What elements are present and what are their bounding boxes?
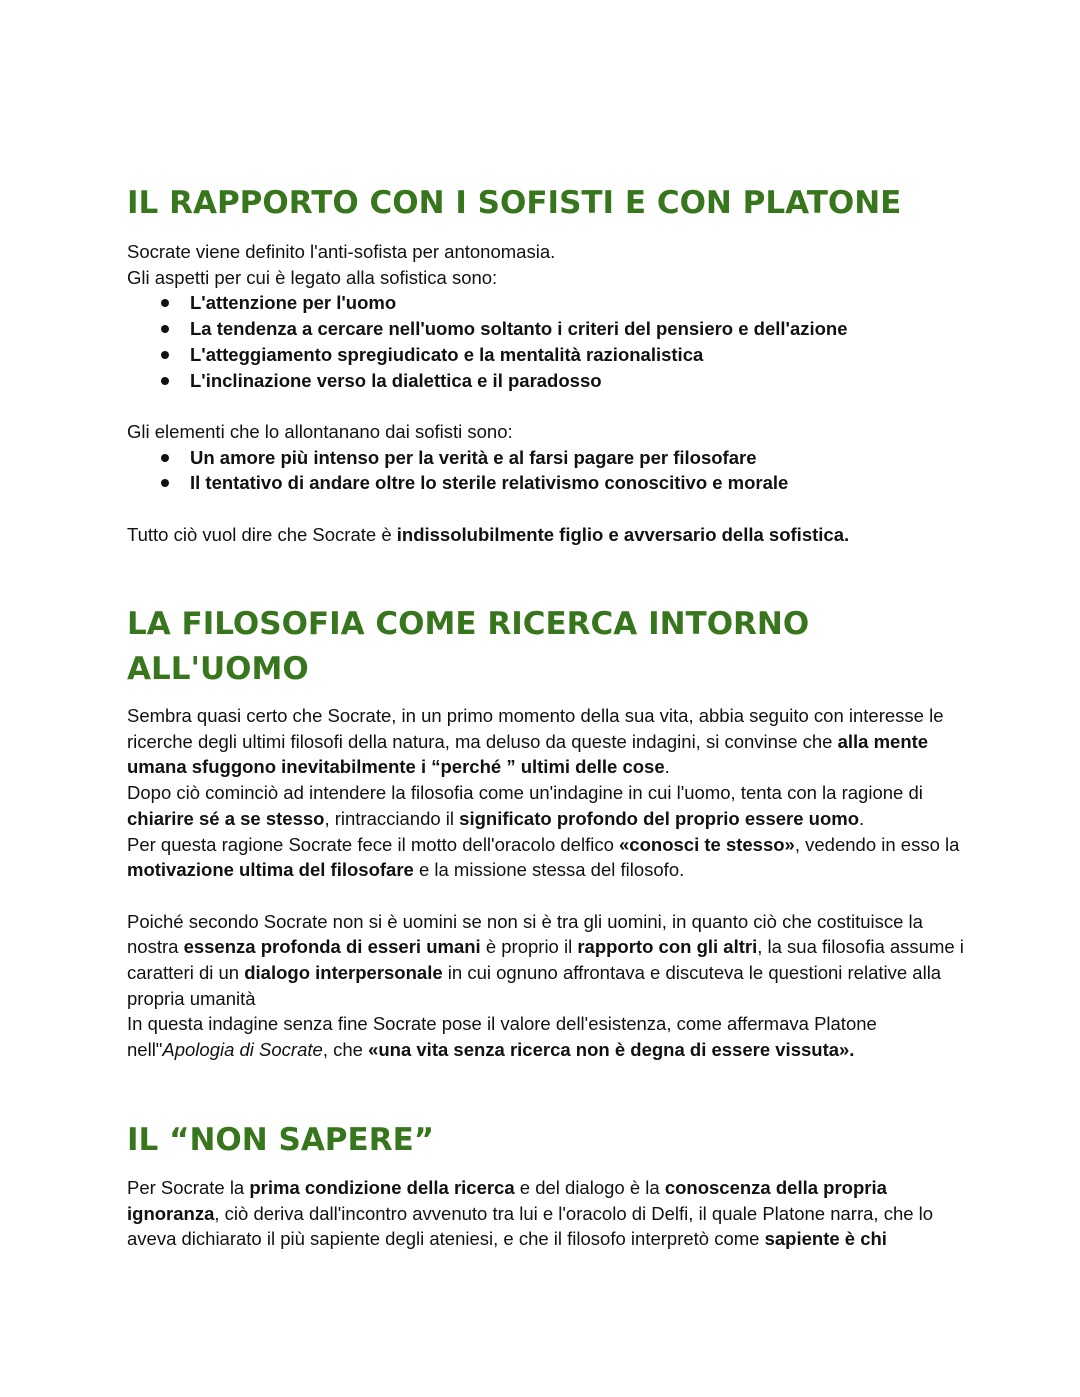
bold-text: dialogo interpersonale [244, 962, 443, 984]
text-run: , la sua filosofia assume i caratteri di un [127, 936, 964, 984]
bold-text: rapporto con gli altri [577, 936, 758, 958]
text-run: . [664, 756, 670, 778]
bullet-list-differences [127, 445, 967, 496]
list-item: Un amore più intenso per la verità e al farsi pagare per filosofare [127, 445, 967, 471]
paragraph [127, 1175, 967, 1252]
text-run: Tutto ciò vuol dire che Socrate è [127, 523, 397, 545]
bold-text: conoscenza della propria ignoranza [127, 1177, 887, 1224]
section-title-non-sapere: IL “NON SAPERE” [127, 1122, 435, 1158]
list-item: L'inclinazione verso la dialettica e il paradosso [127, 368, 967, 394]
bold-text: «conosci te stesso» [619, 833, 795, 855]
text-run: Per questa ragione Socrate fece il motto dell'oracolo delfico [127, 833, 620, 855]
list-item: Il tentativo di andare oltre lo sterile relativismo conoscitivo e morale [127, 470, 967, 496]
bold-text: motivazione ultima del filosofare [127, 859, 414, 881]
paragraph: Socrate viene definito l'anti-sofista per antonomasia. [127, 241, 556, 262]
section-body-filosofia [127, 703, 967, 1063]
bold-text: «una vita senza ricerca non è degna di essere vissuta». [368, 1039, 855, 1061]
text-run: In questa indagine senza fine Socrate pose il valore dell'esistenza, come affermava Platone nell" [127, 1013, 877, 1061]
list-item: L'attenzione per l'uomo [127, 290, 967, 316]
paragraph: Gli aspetti per cui è legato alla sofistica sono: [127, 266, 498, 288]
title-line: LA FILOSOFIA COME RICERCA INTORNO [127, 606, 810, 642]
text-run: , rintracciando il [324, 807, 460, 829]
bold-text: chiarire sé a se stesso [127, 807, 325, 829]
paragraph [127, 703, 967, 780]
paragraph: Gli elementi che lo allontanano dai sofisti sono: [127, 420, 513, 442]
paragraph [127, 909, 967, 1012]
italic-text: Apologia di Socrate [162, 1039, 323, 1061]
paragraph [127, 780, 967, 831]
text-run: , che [322, 1039, 369, 1061]
list-item: L'atteggiamento spregiudicato e la mentalità razionalistica [127, 342, 967, 368]
text-run: e la missione stessa del filosofo. [413, 859, 685, 881]
bold-text: sapiente è chi [764, 1228, 887, 1250]
bold-text: prima condizione della ricerca [249, 1177, 515, 1198]
text-run: è proprio il [480, 936, 578, 958]
bold-text: essenza profonda di esseri umani [183, 936, 481, 958]
text-run: Poiché secondo Socrate non si è uomini se non si è tra gli uomini, in quanto ciò che costituisce la nostra [127, 910, 923, 958]
bullet-list-affinities [127, 290, 967, 393]
text-run: Dopo ciò cominciò ad intendere la filosofia come un'indagine in cui l'uomo, tenta con la ragione di [127, 782, 923, 804]
text-run: e del dialogo è la [514, 1177, 665, 1198]
text-run: Sembra quasi certo che Socrate, in un primo momento della sua vita, abbia seguito con interesse le ricerche degli ultimi filosofi della natura, ma deluso da queste indagini, si convinse che [127, 705, 944, 752]
bold-text: alla mente umana sfuggono inevitabilmente i “perché ” ultimi delle cose [127, 730, 929, 778]
list-item: La tendenza a cercare nell'uomo soltanto i criteri del pensiero e dell'azione [127, 316, 967, 342]
title-line: ALL'UOMO [127, 651, 309, 687]
paragraph [127, 1011, 967, 1062]
section-body-non-sapere [127, 1175, 967, 1252]
section-title-sofisti: IL RAPPORTO CON I SOFISTI E CON PLATONE [127, 185, 902, 221]
section-body-sofisti [127, 239, 967, 547]
paragraph [127, 832, 967, 883]
text-run: in cui ognuno affrontava e discuteva le questioni relative alla propria umanità [127, 962, 942, 1009]
text-run: , ciò deriva dall'incontro avvenuto tra lui e l'oracolo di Delfi, il quale Platone narra, che lo aveva dichiarato il più sapiente degli ateniesi, e che il filosofo interpretò come [127, 1202, 934, 1250]
section-title-filosofia [127, 602, 809, 692]
paragraph-conclusion [127, 522, 967, 548]
bold-text: significato profondo del proprio essere uomo [459, 807, 860, 829]
text-run: . [859, 807, 865, 829]
bold-text: indissolubilmente figlio e avversario della sofistica. [396, 523, 850, 545]
text-run: , vedendo in esso la [794, 833, 960, 855]
text-run: Per Socrate la [127, 1177, 250, 1198]
